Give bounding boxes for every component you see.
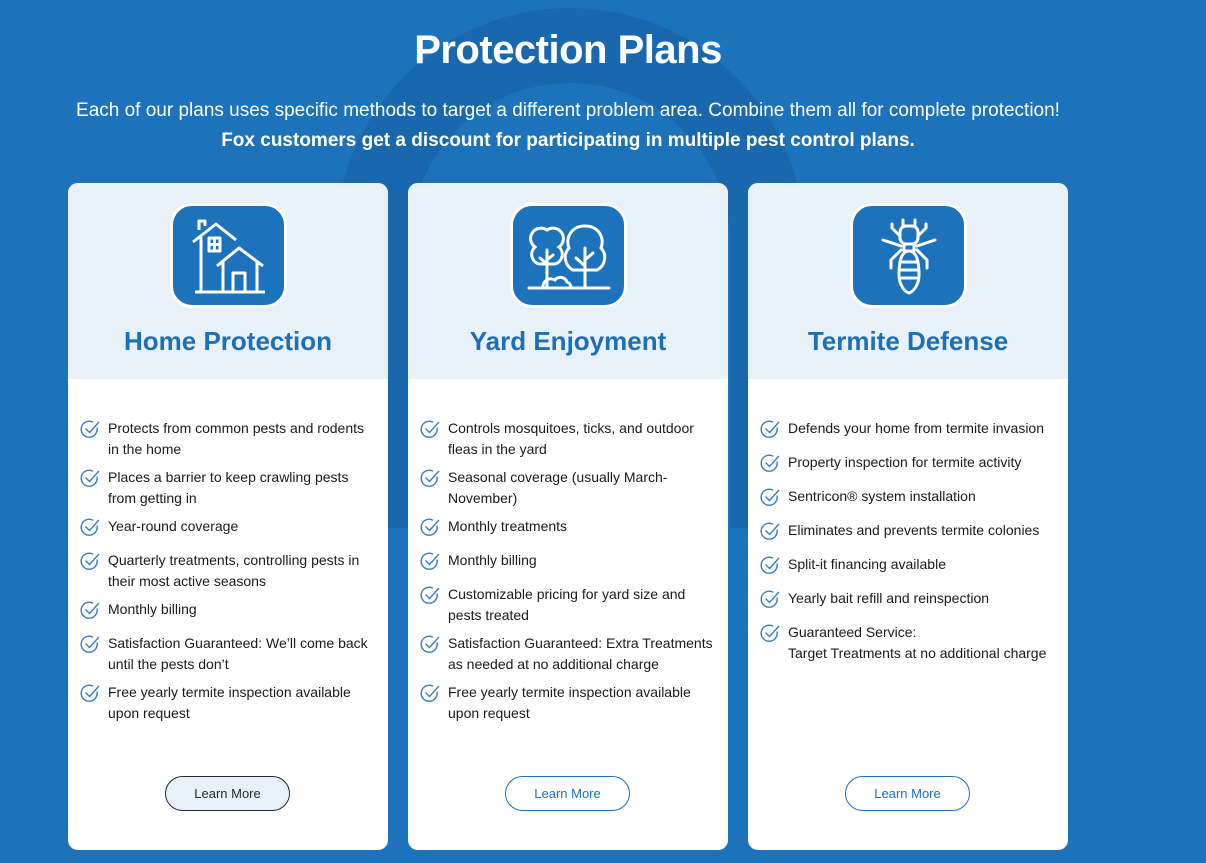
- feature-list: [420, 418, 714, 731]
- feature-text: Sentricon® system installation: [788, 488, 976, 504]
- feature-item: [80, 467, 374, 509]
- termite-icon: [850, 203, 967, 308]
- intro-plain: Each of our plans uses specific methods to target a different problem area. Combine them all for complete protection!: [76, 100, 1060, 121]
- check-circle-icon: [80, 599, 108, 626]
- intro-text: [60, 96, 1076, 156]
- feature-item: [420, 682, 714, 724]
- feature-item: [760, 486, 1054, 513]
- check-circle-icon: [760, 452, 788, 479]
- check-circle-icon: [80, 633, 108, 675]
- feature-text: Places a barrier to keep crawling pests from getting in: [108, 469, 349, 506]
- feature-item: [80, 599, 374, 626]
- house-icon: [170, 203, 287, 308]
- check-circle-icon: [80, 550, 108, 592]
- feature-item: [420, 516, 714, 543]
- plan-title: Yard Enjoyment: [469, 326, 667, 356]
- learn-more-button[interactable]: Learn More: [845, 776, 970, 811]
- feature-item: [420, 584, 714, 626]
- learn-more-button[interactable]: Learn More: [505, 776, 630, 811]
- feature-text: Free yearly termite inspection available upon request: [448, 684, 691, 721]
- feature-list: [80, 418, 374, 731]
- check-circle-icon: [760, 418, 788, 445]
- check-circle-icon: [420, 467, 448, 509]
- plan-header: [408, 183, 728, 379]
- feature-text: Yearly bait refill and reinspection: [788, 590, 990, 606]
- check-circle-icon: [80, 682, 108, 724]
- check-circle-icon: [420, 633, 448, 675]
- feature-text: Monthly billing: [448, 552, 537, 568]
- check-circle-icon: [420, 682, 448, 724]
- plan-title: Termite Defense: [807, 326, 1009, 356]
- check-circle-icon: [420, 516, 448, 543]
- trees-icon: [510, 203, 627, 308]
- feature-item: [760, 588, 1054, 615]
- feature-text: Quarterly treatments, controlling pests in their most active seasons: [108, 552, 360, 589]
- feature-text: Split-it financing available: [788, 556, 946, 572]
- feature-text: Controls mosquitoes, ticks, and outdoor fleas in the yard: [448, 420, 694, 457]
- feature-item: [420, 633, 714, 675]
- plan-card-termite-defense: [748, 183, 1068, 850]
- plan-card-home-protection: [68, 183, 388, 850]
- feature-item: [80, 550, 374, 592]
- check-circle-icon: [760, 486, 788, 513]
- feature-text: Protects from common pests and rodents in the home: [108, 420, 364, 457]
- feature-item: [80, 516, 374, 543]
- feature-item: [420, 467, 714, 509]
- feature-list: [760, 418, 1054, 671]
- plan-header: [68, 183, 388, 379]
- feature-text: Monthly billing: [108, 601, 197, 617]
- check-circle-icon: [760, 588, 788, 615]
- feature-item: [760, 554, 1054, 581]
- feature-item: [80, 682, 374, 724]
- check-circle-icon: [80, 467, 108, 509]
- feature-item: [80, 633, 374, 675]
- feature-item: [760, 452, 1054, 479]
- feature-text: Seasonal coverage (usually March-November): [448, 469, 668, 506]
- check-circle-icon: [80, 418, 108, 460]
- feature-text: Satisfaction Guaranteed: Extra Treatments as needed at no additional charge: [448, 635, 713, 672]
- check-circle-icon: [420, 550, 448, 577]
- check-circle-icon: [760, 520, 788, 547]
- check-circle-icon: [80, 516, 108, 543]
- feature-text: Year-round coverage: [108, 518, 239, 534]
- feature-item: [760, 418, 1054, 445]
- plan-title: Home Protection: [123, 326, 333, 356]
- feature-item: [760, 622, 1054, 664]
- plan-header: [748, 183, 1068, 379]
- feature-item: [760, 520, 1054, 547]
- feature-text: Guaranteed Service: Target Treatments at no additional charge: [788, 624, 1047, 661]
- feature-text: Monthly treatments: [448, 518, 568, 534]
- feature-text: Customizable pricing for yard size and pests treated: [448, 586, 686, 623]
- page-title: Protection Plans: [414, 28, 722, 72]
- plan-card-yard-enjoyment: [408, 183, 728, 850]
- feature-item: [420, 550, 714, 577]
- feature-text: Free yearly termite inspection available upon request: [108, 684, 351, 721]
- feature-item: [420, 418, 714, 460]
- intro-bold: Fox customers get a discount for participating in multiple pest control plans.: [221, 130, 915, 151]
- feature-text: Satisfaction Guaranteed: We’ll come back until the pests don’t: [108, 635, 368, 672]
- check-circle-icon: [420, 418, 448, 460]
- learn-more-button[interactable]: Learn More: [165, 776, 290, 811]
- check-circle-icon: [420, 584, 448, 626]
- feature-text: Eliminates and prevents termite colonies: [788, 522, 1040, 538]
- check-circle-icon: [760, 622, 788, 664]
- feature-text: Property inspection for termite activity: [788, 454, 1022, 470]
- feature-text: Defends your home from termite invasion: [788, 420, 1044, 436]
- check-circle-icon: [760, 554, 788, 581]
- feature-item: [80, 418, 374, 460]
